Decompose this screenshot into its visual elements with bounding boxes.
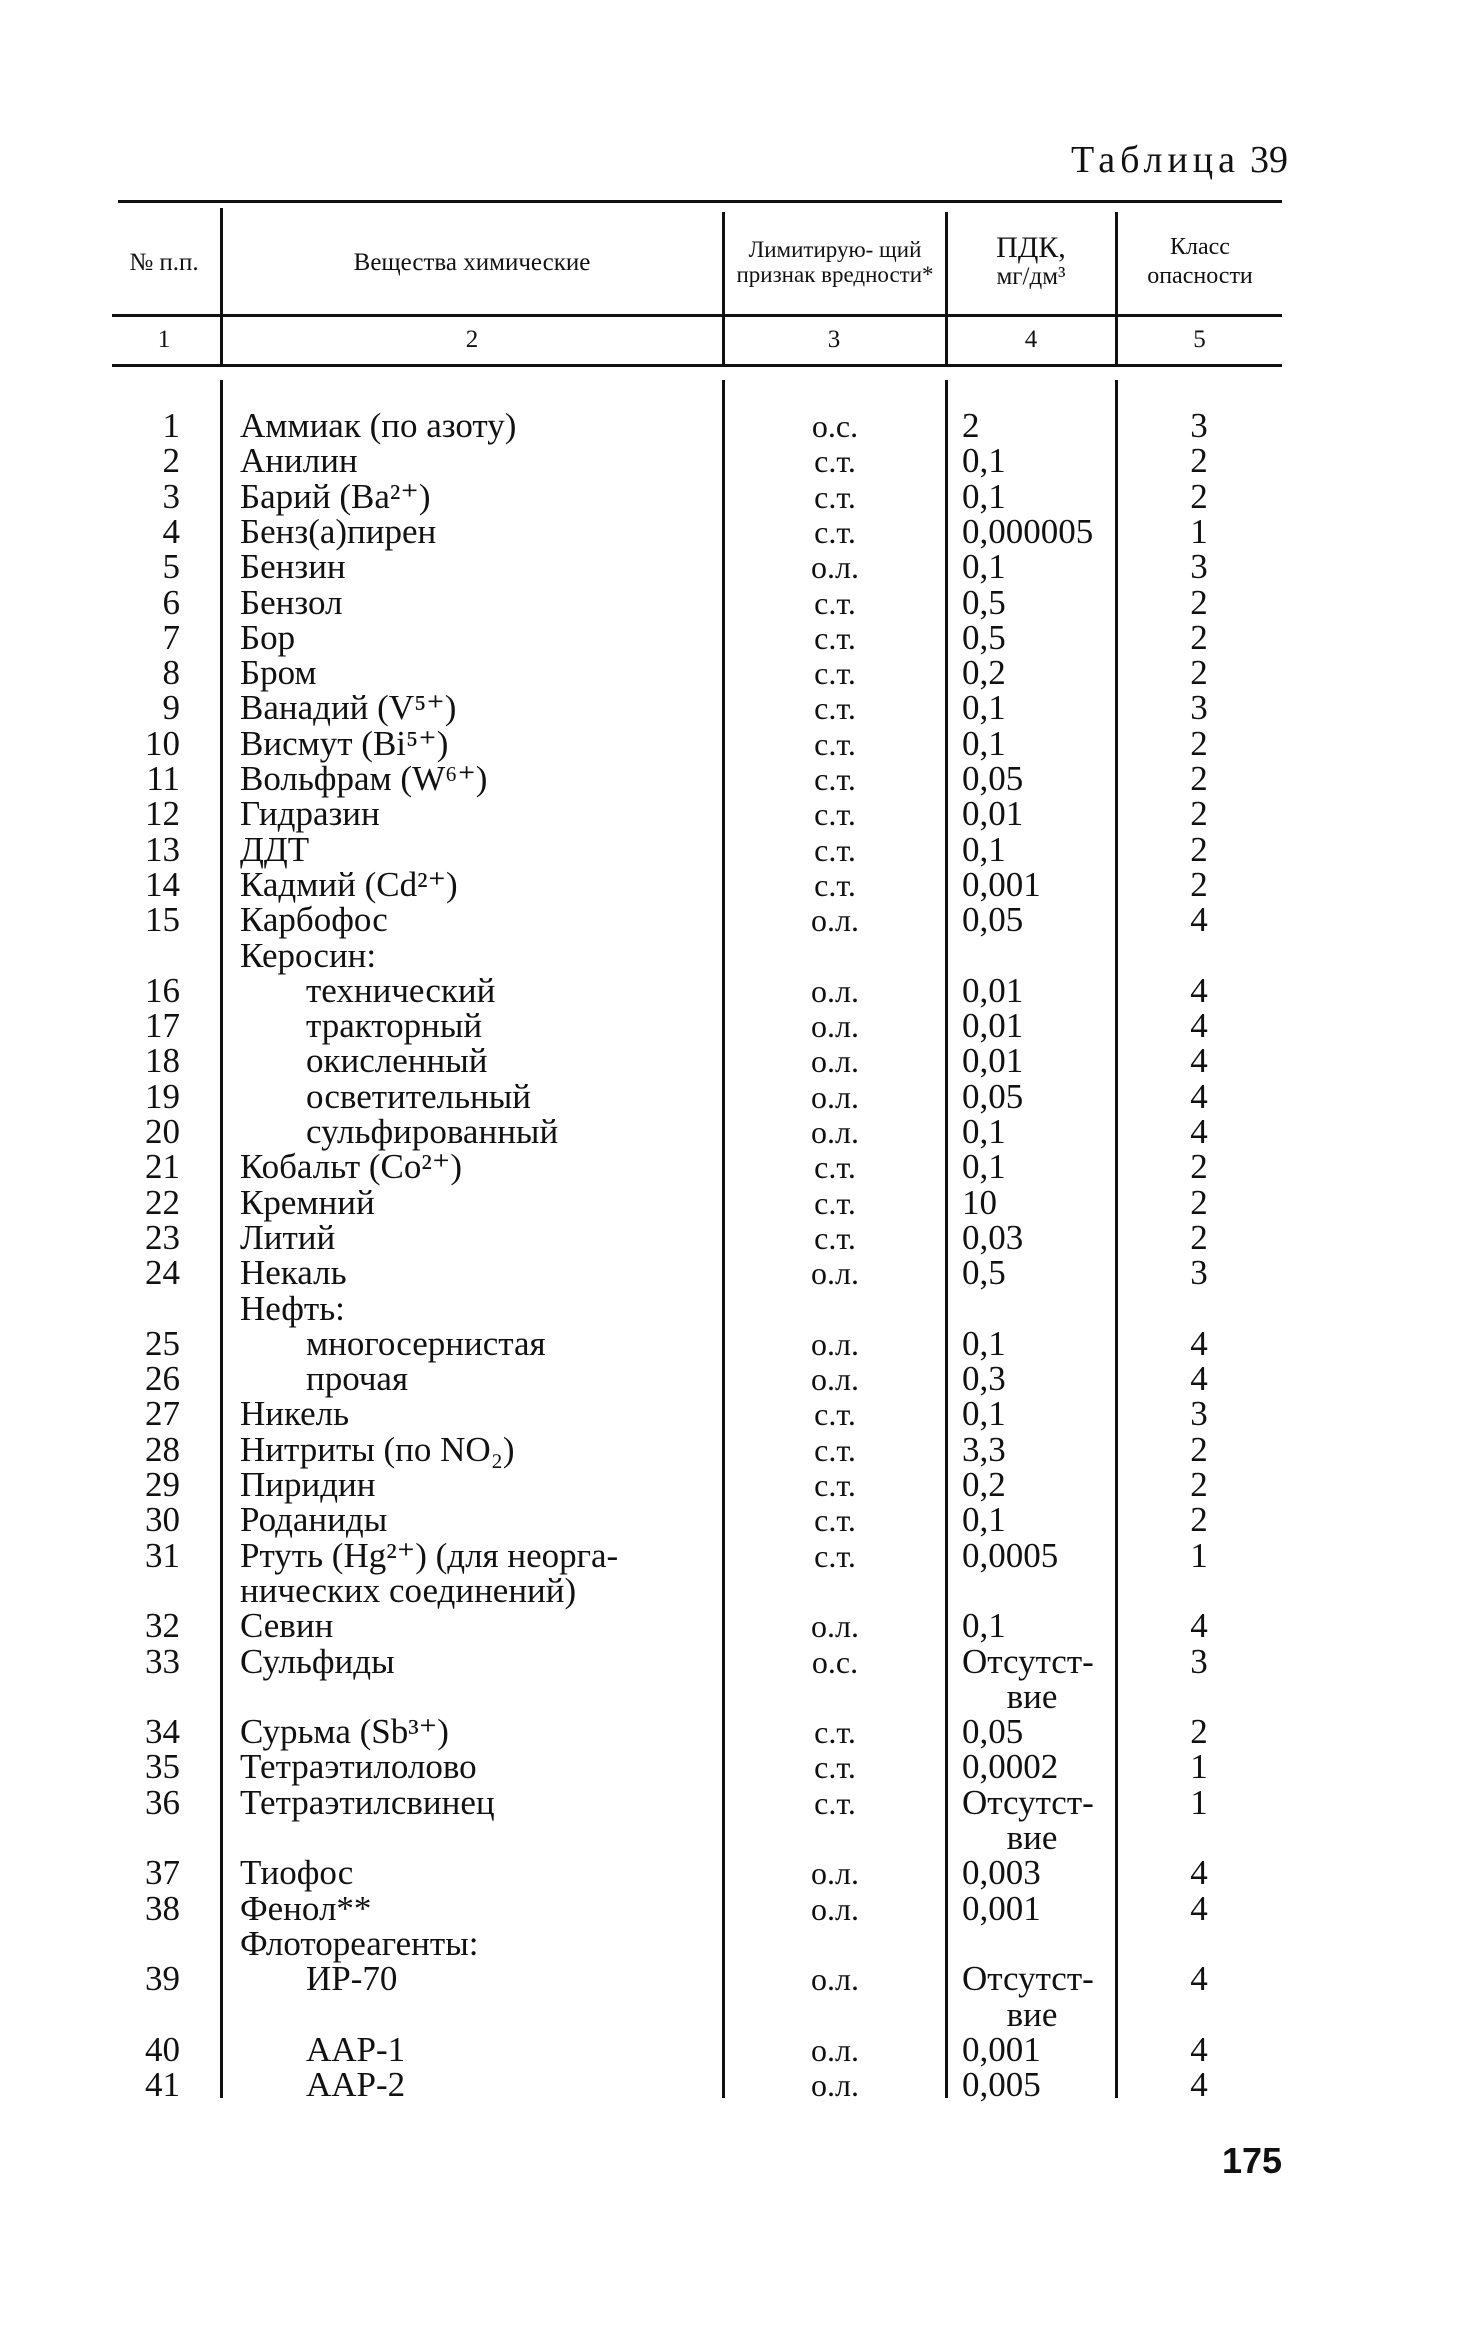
table-row — [0, 970, 1478, 1010]
table-row — [0, 1782, 1478, 1822]
table-row — [0, 1217, 1478, 1257]
row-substance: многосернистая — [306, 1323, 546, 1363]
row-substance: Тиофос — [240, 1853, 354, 1893]
row-limiting-sign: с.т. — [814, 690, 856, 727]
row-limiting-sign: с.т. — [814, 478, 856, 515]
column-number-2: 2 — [465, 326, 479, 353]
row-hazard-class: 2 — [1190, 829, 1208, 869]
row-hazard-class: 2 — [1190, 476, 1208, 516]
row-pdk: 0,5 — [962, 582, 1006, 622]
row-limiting-sign: с.т. — [814, 584, 856, 621]
row-pdk: 3,3 — [962, 1429, 1006, 1469]
row-limiting-sign: о.л. — [811, 1043, 859, 1080]
row-number: 21 — [145, 1147, 180, 1187]
row-substance: сульфированный — [306, 1112, 559, 1151]
row-hazard-class: 2 — [1190, 582, 1208, 622]
table-row — [0, 1608, 1478, 1644]
row-hazard-class: 2 — [1190, 1217, 1208, 1257]
row-number: 2 — [162, 441, 180, 481]
row-pdk: 0,1 — [962, 723, 1006, 763]
row-number: 40 — [145, 2029, 180, 2069]
row-pdk: 2 — [962, 406, 980, 445]
row-pdk: 0,2 — [962, 1465, 1006, 1504]
row-number: 25 — [145, 1323, 180, 1363]
row-limiting-sign: с.т. — [814, 1396, 856, 1433]
row-substance: Ртуть (Hg²⁺) (для неорга- — [240, 1535, 619, 1575]
row-number: 20 — [145, 1112, 180, 1151]
row-number: 13 — [145, 829, 180, 869]
table-row — [0, 1923, 1478, 1963]
row-limiting-sign: с.т. — [814, 1784, 856, 1821]
row-number: 33 — [145, 1641, 180, 1681]
row-number: 3 — [162, 476, 180, 516]
table-row — [0, 1855, 1478, 1891]
row-hazard-class: 2 — [1190, 794, 1208, 834]
row-limiting-sign: с.т. — [814, 1431, 856, 1468]
caption-number: 39 — [1250, 139, 1288, 181]
row-hazard-class: 2 — [1190, 759, 1208, 798]
row-substance: тракторный — [306, 1006, 483, 1046]
row-limiting-sign: с.т. — [814, 866, 856, 903]
row-hazard-class: 3 — [1190, 1641, 1208, 1681]
row-substance: нических соединений) — [240, 1570, 577, 1610]
row-limiting-sign: с.т. — [814, 1219, 856, 1256]
row-number: 8 — [162, 653, 180, 693]
table-row — [0, 549, 1478, 585]
row-limiting-sign: о.л. — [811, 1361, 859, 1398]
row-pdk: 0,01 — [962, 794, 1024, 834]
table-row — [0, 829, 1478, 869]
row-limiting-sign: о.л. — [811, 2067, 859, 2104]
row-substance: Флотореагенты: — [240, 1923, 479, 1963]
table-row — [0, 1361, 1478, 1397]
row-substance: Кобальт (Co²⁺) — [240, 1147, 463, 1187]
row-pdk: 0,01 — [962, 1006, 1024, 1046]
row-limiting-sign: с.т. — [814, 725, 856, 762]
row-limiting-sign: о.с. — [811, 408, 859, 444]
row-substance: Нефть: — [240, 1288, 345, 1328]
row-substance: Фенол** — [240, 1888, 372, 1928]
row-limiting-sign: с.т. — [814, 1467, 856, 1503]
row-pdk: 0,5 — [962, 1253, 1006, 1293]
row-hazard-class: 1 — [1190, 1535, 1208, 1575]
table-row — [0, 1467, 1478, 1503]
row-pdk: 0,05 — [962, 900, 1024, 940]
row-substance: Сульфиды — [240, 1641, 395, 1681]
row-pdk: 0,0005 — [962, 1535, 1059, 1575]
caption-label: Таблица — [1070, 139, 1240, 181]
table-row — [0, 1288, 1478, 1328]
row-limiting-sign: с.т. — [814, 513, 856, 550]
column-number-4: 4 — [1024, 326, 1038, 353]
row-pdk: 0,1 — [962, 1394, 1006, 1434]
table-row — [0, 761, 1478, 797]
row-hazard-class: 2 — [1190, 1429, 1208, 1469]
row-substance: Барий (Ba²⁺) — [240, 476, 431, 516]
table-row — [0, 723, 1478, 763]
row-substance: Тетраэтилсвинец — [240, 1782, 495, 1822]
row-limiting-sign: о.л. — [811, 2031, 859, 2068]
table-row — [0, 1570, 1478, 1610]
row-substance: ААР-2 — [306, 2065, 406, 2105]
row-substance: Нитриты (по NO₂) — [240, 1429, 515, 1469]
row-limiting-sign: о.л. — [811, 1114, 859, 1150]
table-row — [0, 511, 1478, 551]
row-limiting-sign: о.л. — [811, 1855, 859, 1892]
row-number: 11 — [146, 759, 180, 798]
header-hazard-class: Класс опасности — [1147, 234, 1253, 289]
table-row — [0, 582, 1478, 622]
table-row — [0, 617, 1478, 657]
row-number: 24 — [145, 1253, 180, 1293]
row-pdk: вие — [1006, 1676, 1058, 1716]
row-number: 35 — [145, 1747, 180, 1787]
row-substance: Гидразин — [240, 794, 380, 834]
row-pdk: 0,3 — [962, 1359, 1006, 1399]
row-limiting-sign: с.т. — [814, 831, 856, 868]
row-number: 30 — [145, 1500, 180, 1540]
row-substance: Роданиды — [240, 1500, 388, 1540]
header-substance: Вещества химические — [353, 248, 591, 276]
row-hazard-class: 2 — [1190, 653, 1208, 693]
top-rule — [118, 200, 1282, 203]
row-limiting-sign: с.т. — [814, 1149, 856, 1186]
table-row — [0, 1994, 1478, 2034]
row-substance: Кремний — [240, 1182, 375, 1222]
row-limiting-sign: о.л. — [811, 972, 859, 1009]
row-pdk: 0,1 — [962, 1112, 1006, 1151]
row-substance: Бенз(а)пирен — [240, 511, 437, 551]
table-row — [0, 1396, 1478, 1432]
row-pdk: 0,01 — [962, 1041, 1024, 1081]
row-pdk: 0,2 — [962, 653, 1006, 693]
row-hazard-class: 3 — [1190, 1253, 1208, 1293]
table-row — [0, 1502, 1478, 1538]
column-number-rule — [112, 364, 1282, 367]
row-hazard-class: 4 — [1190, 1323, 1208, 1363]
row-substance: Некаль — [240, 1253, 347, 1293]
row-substance: технический — [306, 970, 496, 1010]
row-pdk: 0,1 — [962, 829, 1006, 869]
row-hazard-class: 2 — [1190, 864, 1208, 904]
row-pdk: Отсутст- — [962, 1782, 1094, 1822]
row-substance: ИР-70 — [306, 1959, 398, 1999]
row-hazard-class: 1 — [1190, 511, 1208, 551]
header-rule — [112, 314, 1282, 317]
table-row — [0, 408, 1478, 444]
row-substance: ААР-1 — [306, 2029, 406, 2069]
row-substance: Бензин — [240, 547, 346, 587]
row-pdk: 0,03 — [962, 1217, 1024, 1257]
row-hazard-class: 3 — [1190, 547, 1208, 587]
row-pdk: 0,1 — [962, 1147, 1006, 1187]
row-number: 18 — [145, 1041, 180, 1081]
row-limiting-sign: о.л. — [811, 1961, 859, 1998]
table-row — [0, 1676, 1478, 1716]
row-pdk: 0,05 — [962, 1076, 1024, 1116]
row-pdk: 0,001 — [962, 1888, 1041, 1928]
row-pdk: 0,1 — [962, 547, 1006, 587]
row-hazard-class: 4 — [1190, 1959, 1208, 1999]
row-number: 14 — [145, 864, 180, 904]
row-hazard-class: 2 — [1190, 1147, 1208, 1187]
table-row — [0, 1323, 1478, 1363]
table-row — [0, 476, 1478, 516]
header-pdk: ПДК, мг/дм³ — [996, 231, 1066, 290]
row-substance: Тетраэтилолово — [240, 1747, 477, 1787]
row-number: 17 — [145, 1006, 180, 1046]
row-substance: осветительный — [306, 1076, 532, 1116]
row-pdk: 0,000005 — [962, 511, 1094, 551]
column-number-1: 1 — [157, 326, 171, 353]
row-substance: Пиридин — [240, 1465, 376, 1504]
row-hazard-class: 2 — [1190, 1182, 1208, 1222]
header-limiting-sign: Лимитирую- щий признак вредности* — [736, 237, 934, 287]
row-substance: Карбофос — [240, 900, 388, 940]
row-substance: Литий — [240, 1217, 336, 1257]
row-hazard-class: 4 — [1190, 900, 1208, 940]
row-hazard-class: 2 — [1190, 1465, 1208, 1504]
row-number: 7 — [162, 617, 180, 657]
row-substance: Вольфрам (W⁶⁺) — [240, 759, 488, 798]
row-number: 39 — [145, 1959, 180, 1999]
row-pdk: 0,1 — [962, 1500, 1006, 1540]
table-row — [0, 1149, 1478, 1185]
row-substance: Бром — [240, 653, 317, 693]
row-number: 1 — [162, 406, 180, 445]
header-number: № п.п. — [129, 248, 199, 276]
row-hazard-class: 4 — [1190, 1041, 1208, 1081]
row-number: 27 — [145, 1394, 180, 1434]
table-row — [0, 2067, 1478, 2103]
row-hazard-class: 4 — [1190, 1606, 1208, 1646]
table-row — [0, 2029, 1478, 2069]
row-pdk: вие — [1006, 1818, 1058, 1857]
row-limiting-sign: о.л. — [811, 1255, 859, 1292]
row-hazard-class: 4 — [1190, 1112, 1208, 1151]
row-hazard-class: 2 — [1190, 1712, 1208, 1752]
row-pdk: 0,1 — [962, 476, 1006, 516]
row-hazard-class: 4 — [1190, 1853, 1208, 1893]
row-limiting-sign: о.с. — [811, 1643, 859, 1680]
row-pdk: 0,01 — [962, 970, 1024, 1010]
row-pdk: 0,1 — [962, 688, 1006, 728]
row-limiting-sign: о.л. — [811, 902, 859, 939]
table-row — [0, 443, 1478, 479]
row-number: 9 — [162, 688, 180, 728]
row-number: 5 — [162, 547, 180, 587]
row-limiting-sign: с.т. — [814, 443, 856, 480]
row-pdk: Отсутст- — [962, 1959, 1094, 1999]
column-number-5: 5 — [1193, 326, 1206, 353]
row-substance: Кадмий (Cd²⁺) — [240, 864, 458, 904]
row-number: 26 — [145, 1359, 180, 1399]
table-row — [0, 864, 1478, 904]
row-number: 6 — [162, 582, 180, 622]
row-hazard-class: 3 — [1190, 406, 1208, 445]
row-limiting-sign: с.т. — [814, 655, 856, 692]
row-pdk: 0,1 — [962, 1323, 1006, 1363]
row-number: 16 — [145, 970, 180, 1010]
row-number: 38 — [145, 1888, 180, 1928]
row-limiting-sign: с.т. — [814, 1749, 856, 1786]
table-row — [0, 1714, 1478, 1750]
row-limiting-sign: с.т. — [814, 1184, 856, 1221]
table-row — [0, 902, 1478, 938]
row-hazard-class: 4 — [1190, 1006, 1208, 1046]
row-substance: окисленный — [306, 1041, 488, 1081]
row-hazard-class: 2 — [1190, 723, 1208, 763]
table-row — [0, 1076, 1478, 1116]
table-row — [0, 1255, 1478, 1291]
row-limiting-sign: с.т. — [814, 1502, 856, 1539]
row-pdk: 10 — [962, 1182, 997, 1222]
table-row — [0, 1043, 1478, 1079]
row-hazard-class: 4 — [1190, 1359, 1208, 1399]
table-row — [0, 1429, 1478, 1469]
row-substance: ДДТ — [240, 829, 310, 869]
row-number: 37 — [145, 1853, 180, 1893]
row-pdk: 0,001 — [962, 864, 1041, 904]
row-substance: Керосин: — [240, 935, 377, 975]
row-hazard-class: 3 — [1190, 688, 1208, 728]
row-hazard-class: 4 — [1190, 970, 1208, 1010]
row-pdk: 0,005 — [962, 2065, 1041, 2105]
row-substance: Висмут (Bi⁵⁺) — [240, 723, 449, 763]
row-hazard-class: 2 — [1190, 1500, 1208, 1540]
row-substance: Сурьма (Sb³⁺) — [240, 1712, 449, 1752]
row-number: 29 — [145, 1465, 180, 1504]
row-pdk: 0,1 — [962, 441, 1006, 481]
row-number: 28 — [145, 1429, 180, 1469]
table-row — [0, 655, 1478, 691]
table-row — [0, 1008, 1478, 1044]
row-number: 22 — [145, 1182, 180, 1222]
row-number: 34 — [145, 1712, 180, 1752]
table-row — [0, 796, 1478, 832]
row-limiting-sign: о.л. — [811, 1608, 859, 1645]
row-pdk: вие — [1006, 1994, 1058, 2034]
row-hazard-class: 4 — [1190, 1888, 1208, 1928]
row-number: 23 — [145, 1217, 180, 1257]
row-number: 19 — [145, 1076, 180, 1116]
row-limiting-sign: о.л. — [811, 1890, 859, 1927]
row-hazard-class: 4 — [1190, 2029, 1208, 2069]
table-row — [0, 1641, 1478, 1681]
page-number: 175 — [1222, 2140, 1283, 2181]
row-limiting-sign: с.т. — [814, 619, 856, 656]
row-substance: Бор — [240, 617, 296, 657]
row-limiting-sign: о.л. — [811, 1008, 859, 1045]
table-row — [0, 1749, 1478, 1785]
table-row — [0, 690, 1478, 726]
row-substance: Анилин — [240, 441, 358, 481]
row-pdk: 0,001 — [962, 2029, 1041, 2069]
row-number: 12 — [145, 794, 180, 834]
row-pdk: 0,0002 — [962, 1747, 1059, 1787]
row-hazard-class: 1 — [1190, 1782, 1208, 1822]
row-hazard-class: 2 — [1190, 441, 1208, 481]
table-row — [0, 1961, 1478, 1997]
row-substance: Аммиак (по азоту) — [240, 406, 517, 445]
row-pdk: 0,05 — [962, 1712, 1024, 1752]
row-pdk: 0,5 — [962, 617, 1006, 657]
table-row — [0, 1114, 1478, 1150]
row-substance: Бензол — [240, 582, 343, 622]
row-limiting-sign: с.т. — [814, 1537, 856, 1574]
table-row — [0, 1182, 1478, 1222]
row-pdk: 0,1 — [962, 1606, 1006, 1646]
row-substance: Никель — [240, 1394, 350, 1434]
row-number: 31 — [145, 1535, 180, 1575]
row-number: 41 — [145, 2065, 180, 2105]
table-row — [0, 935, 1478, 975]
table-row — [0, 1820, 1478, 1856]
row-limiting-sign: о.л. — [811, 1078, 859, 1115]
row-limiting-sign: о.л. — [811, 1325, 859, 1362]
row-hazard-class: 1 — [1190, 1747, 1208, 1787]
row-limiting-sign: с.т. — [814, 761, 856, 797]
row-pdk: Отсутст- — [962, 1641, 1094, 1681]
row-hazard-class: 4 — [1190, 2065, 1208, 2105]
row-substance: Севин — [240, 1606, 334, 1646]
row-number: 36 — [145, 1782, 180, 1822]
row-pdk: 0,05 — [962, 759, 1024, 798]
row-number: 10 — [145, 723, 180, 763]
row-hazard-class: 4 — [1190, 1076, 1208, 1116]
row-number: 15 — [145, 900, 180, 940]
row-pdk: 0,003 — [962, 1853, 1041, 1893]
column-number-3: 3 — [827, 326, 841, 353]
row-limiting-sign: с.т. — [814, 1714, 856, 1751]
row-limiting-sign: о.л. — [811, 549, 859, 586]
row-hazard-class: 2 — [1190, 617, 1208, 657]
row-limiting-sign: с.т. — [814, 796, 856, 833]
row-substance: Ванадий (V⁵⁺) — [240, 688, 457, 728]
table-caption — [1071, 138, 1288, 182]
table-row — [0, 1535, 1478, 1575]
table-row — [0, 1888, 1478, 1928]
row-hazard-class: 3 — [1190, 1394, 1208, 1434]
row-number: 4 — [162, 511, 180, 551]
row-number: 32 — [145, 1606, 180, 1646]
row-substance: прочая — [306, 1359, 409, 1399]
